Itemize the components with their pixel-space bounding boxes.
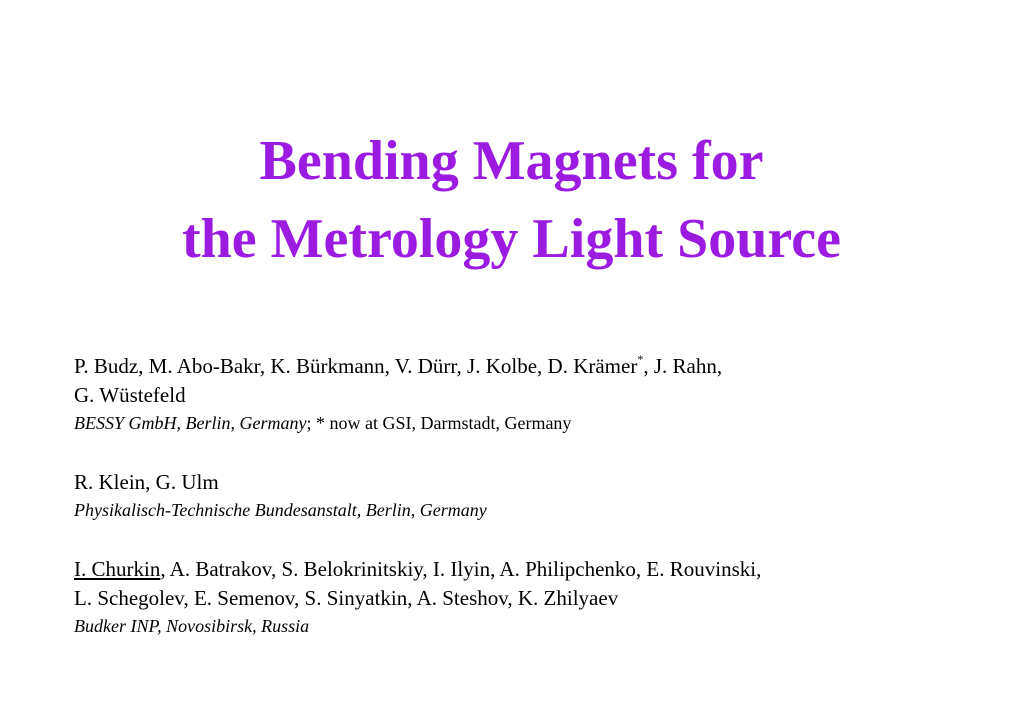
author-group-budker [74,555,1004,639]
slide-title [0,122,1023,278]
affiliation [74,410,1004,436]
author-names-line: L. Schegolev, E. Semenov, S. Sinyatkin, A. Steshov, K. Zhilyaev [74,586,619,610]
author-names-line: G. Wüstefeld [74,383,186,407]
author-list [74,352,1004,639]
affiliation-note: ; * now at GSI, Darmstadt, Germany [306,413,572,433]
author-names: , A. Batrakov, S. Belokrinitskiy, I. Ilyin, A. Philipchenko, E. Rouvinski, [160,557,762,581]
presenter-name: I. Churkin [74,557,161,581]
author-group-ptb [74,468,1004,523]
affiliation [74,497,1004,523]
spacer [74,436,1004,468]
affiliation-institution: Budker INP, Novosibirsk, Russia [74,616,310,636]
author-names-line [74,555,1004,584]
author-group-bessy [74,352,1004,436]
author-names: P. Budz, M. Abo-Bakr, K. Bürkmann, V. Dürr, J. Kolbe, D. Krämer [74,354,638,378]
affiliation [74,613,1004,639]
author-names-line [74,352,1004,381]
affiliation-institution: BESSY GmbH, Berlin, Germany [74,413,307,433]
footnote-marker: * [637,352,644,366]
title-line-2: the Metrology Light Source [182,208,841,270]
title-line-1: Bending Magnets for [259,130,764,192]
spacer [74,523,1004,555]
author-names-line: R. Klein, G. Ulm [74,470,219,494]
affiliation-institution: Physikalisch-Technische Bundesanstalt, Berlin, Germany [74,500,487,520]
author-names: , J. Rahn, [643,354,723,378]
